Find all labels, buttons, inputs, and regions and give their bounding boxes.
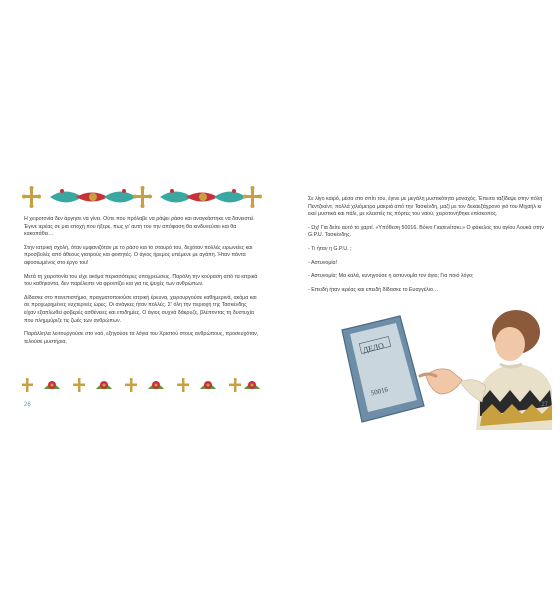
cross-icon xyxy=(133,186,152,208)
paragraph: Δίδασκε στο πανεπιστήμιο, πραγματοποιούσε ιατρική έρευνα, χειρουργούσε καθημερινά, ακόμα και σε προχωρημένες νυχτερινές ώρες. Οι ανάγκες ήταν πολλές. Σ' όλη την περιοχή της Τασκένδης είχαν εξαπλωθεί φοβερές ασθένειες και επιδημίες. Ο άγιος συχνά δάκρυζε, βλέποντας τη δυστυχία που πλημμύριζε τις ζωές των ανθρώπων. xyxy=(24,294,257,324)
page-number: 26 xyxy=(24,402,31,408)
cross-icon xyxy=(73,378,85,392)
cross-icon xyxy=(22,186,41,208)
page-number: 27 xyxy=(541,402,548,408)
folder-number: 50016 xyxy=(369,385,389,398)
folder-title: ДЕЛО xyxy=(361,341,385,355)
cross-icon xyxy=(125,378,137,392)
boy-with-folder-illustration xyxy=(340,310,552,430)
flower-icon xyxy=(244,381,260,389)
paragraph: - Επειδή ήταν ιερέας και επειδή δίδασκε το Ευαγγέλιο… xyxy=(308,286,439,293)
flower-icon xyxy=(148,381,164,389)
top-ornament xyxy=(22,186,262,208)
cross-icon xyxy=(243,186,262,208)
floral-band-icon xyxy=(50,189,136,203)
hand-icon xyxy=(420,369,462,394)
paragraph: Παράλληλα λειτουργούσε στο ναό, εξηγούσε τα λόγια του Χριστού στους ανθρώπους, προσευχόταν, τελούσε μυστήρια. xyxy=(24,331,259,345)
flower-icon xyxy=(44,381,60,389)
floral-band-icon xyxy=(160,189,246,203)
paragraph: Σε λίγο καιρό, μέσα στο σπίτι του, έγινε με μεγάλη μυστικότητα μοναχός. Έπειτα ταξίδεψε στην πόλη Πεντζικέντ, πολλά χιλιόμετρα μακριά από την Τασκένδη, μαζί με τον δεκαεξάχρονο γιό του Μιχαήλ κι εκεί μυστικά και πάλι, με κλειστές τις πόρτες του ναού, χειροτονήθηκε επίσκοπος. xyxy=(308,196,543,218)
cross-icon xyxy=(229,378,241,392)
boy-figure-icon xyxy=(460,310,552,430)
cross-icon xyxy=(177,378,189,392)
flower-icon xyxy=(200,381,216,389)
paragraph: - Αστυνομία; Μα καλά, κυνηγούσε η αστυνομία τον άγιο; Για ποιό λόγο; xyxy=(308,273,474,280)
paragraph: Στην ιατρική σχολή, όταν εμφανιζόταν με το ράσο και το σταυρό του, δεχόταν πολλές ειρωνείες και προσβολές από άθεους γιατρούς και φοιτητές. Ο άγιος ήρεμος υπέμενε με αγάπη. Ήταν πάντα αφοσιωμένος στο έργο του! xyxy=(24,244,253,266)
paragraph: - Αστυνομία! xyxy=(308,259,338,266)
bottom-ornament xyxy=(22,375,262,395)
paragraph: - Ωχ! Για δείτε αυτό το χαρτί. «Υπόθεση 50016. Βόινο Γιασενέτσκι.» Ο φάκελος του αγίου Λουκά στην G.P.U. Τασκένδης. xyxy=(308,224,544,239)
flower-icon xyxy=(96,381,112,389)
right-text xyxy=(308,196,548,300)
right-page xyxy=(280,0,560,600)
paragraph: Μετά τη χειροτονία του είχε ακόμα περισσότερες υποχρεώσεις. Παρόλη την κούραση από τα ιατρικά του καθήκοντα, δεν παρέλειπε να φροντίζει και για τις ψυχές των ανθρώπων. xyxy=(24,273,258,288)
case-folder-icon xyxy=(342,316,424,422)
cross-icon xyxy=(22,378,33,392)
paragraph: - Τι ήταν η G.P.U. ; xyxy=(308,245,352,252)
paragraph: Η χειροτονία δεν άργησε να γίνει. Ούτε που πρόλαβε να ράψει ράσο και αναγκάστηκε να δανειστεί. Έγινε ιερέας σε μια εποχή που ήξερε, πως γι' αυτή του την απόφαση θα κινδυνεύσει και θα κακοπάθει… xyxy=(24,216,255,238)
left-text xyxy=(24,216,260,352)
